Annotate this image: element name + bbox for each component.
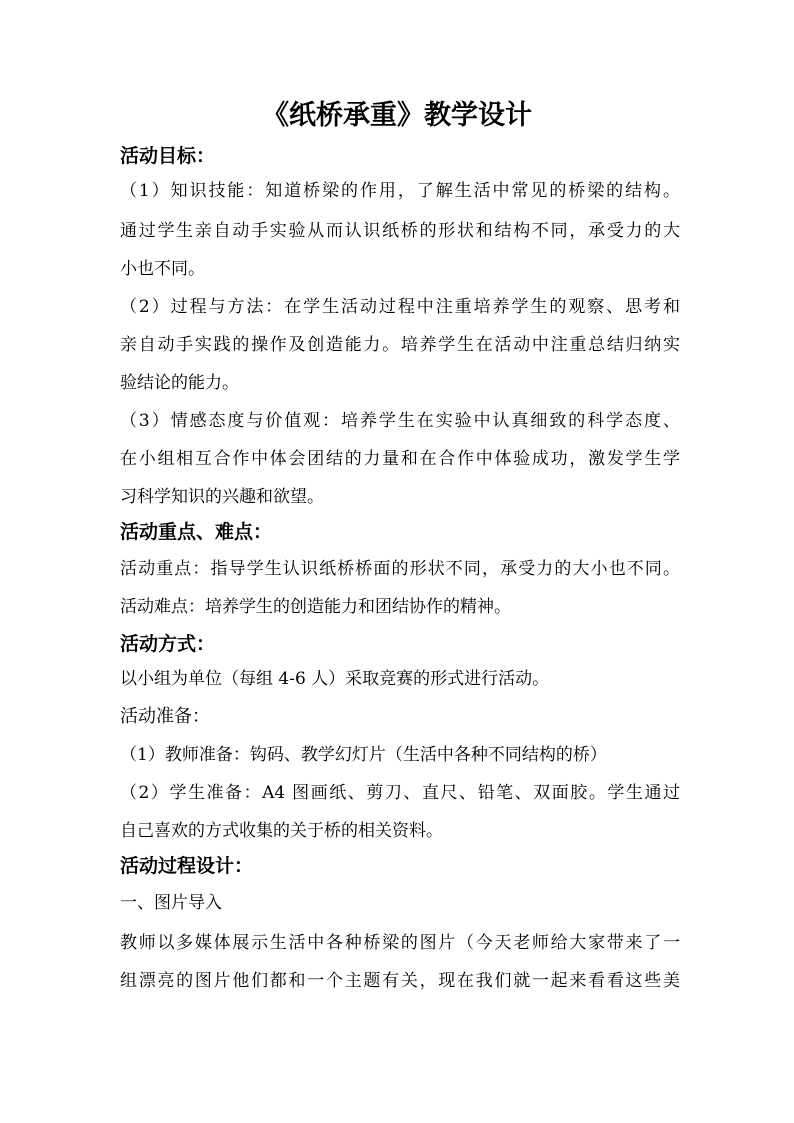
paragraph-line: 验结论的能力。 — [120, 373, 239, 393]
paragraph-line: 通过学生亲自动手实验从而认识纸桥的形状和结构不同，承受力的大 — [120, 221, 680, 241]
section-heading-mode: 活动方式： — [120, 633, 216, 655]
paragraph-line: 自己喜欢的方式收集的关于桥的相关资料。 — [120, 821, 443, 841]
paragraph-line: （1）知识技能：知道桥梁的作用，了解生活中常见的桥梁的结构。 — [120, 181, 680, 201]
paragraph-line: （1）教师准备：钩码、教学幻灯片（生活中各种不同结构的桥） — [120, 745, 607, 765]
paragraph-line: 以小组为单位（每组 4-6 人）采取竞赛的形式进行活动。 — [120, 669, 550, 689]
paragraph-line: 组漂亮的图片他们都和一个主题有关，现在我们就一起来看看这些美 — [120, 971, 680, 991]
paragraph-line: 在小组相互合作中体会团结的力量和在合作中体验成功，激发学生学 — [120, 449, 680, 469]
section-heading-key-points: 活动重点、难点： — [120, 521, 273, 543]
section-heading-preparation: 活动准备： — [120, 706, 210, 727]
paragraph-line: 小也不同。 — [120, 259, 205, 279]
paragraph-line: （2）学生准备：A4 图画纸、剪刀、直尺、铅笔、双面胶。学生通过 — [120, 783, 680, 803]
paragraph-line: 活动重点：指导学生认识纸桥桥面的形状不同，承受力的大小也不同。 — [120, 559, 680, 579]
paragraph-line: （3）情感态度与价值观：培养学生在实验中认真细致的科学态度、 — [120, 411, 680, 431]
paragraph-line: 一、图片导入 — [120, 893, 222, 913]
document-title: 《纸桥承重》教学设计 — [262, 100, 532, 131]
paragraph-line: 活动难点：培养学生的创造能力和团结协作的精神。 — [120, 597, 511, 617]
paragraph-line: 教师以多媒体展示生活中各种桥梁的图片（今天老师给大家带来了一 — [120, 933, 680, 953]
paragraph-line: 习科学知识的兴趣和欲望。 — [120, 487, 324, 507]
paragraph-line: 亲自动手实践的操作及创造能力。培养学生在活动中注重总结归纳实 — [120, 335, 680, 355]
section-heading-goals: 活动目标： — [120, 145, 216, 167]
section-heading-process: 活动过程设计： — [120, 855, 254, 877]
paragraph-line: （2）过程与方法：在学生活动过程中注重培养学生的观察、思考和 — [120, 297, 680, 317]
